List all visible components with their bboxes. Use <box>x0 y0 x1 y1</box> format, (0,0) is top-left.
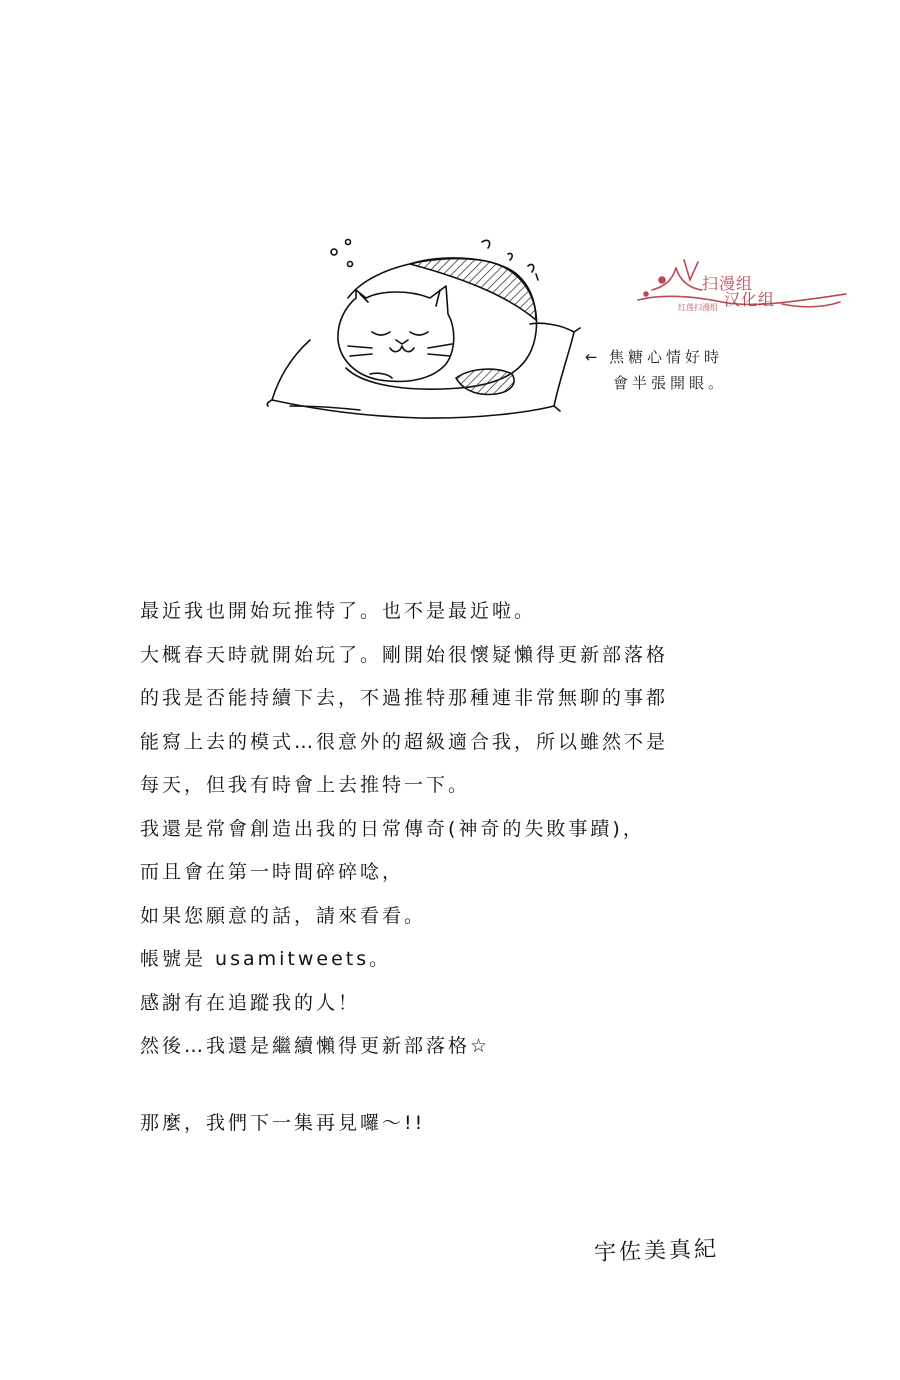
illustration-caption <box>585 344 727 396</box>
sleeping-cat-on-cushion-icon <box>267 240 580 419</box>
letter-line: 而且會在第一時間碎碎唸， <box>140 861 405 883</box>
letter-line: 的我是否能持續下去，不過推特那種連非常無聊的事都 <box>140 687 669 709</box>
letter-line: 能寫上去的模式…很意外的超級適合我，所以雖然不是 <box>140 730 669 753</box>
letter-line: 帳號是 usamitweets。 <box>140 948 392 970</box>
watermark-title-line-1: 扫漫组 <box>702 274 754 293</box>
caption-line-2: 會半張開眼。 <box>613 374 728 392</box>
left-arrow-icon: ← <box>585 348 598 366</box>
letter-line: 然後…我還是繼續懶得更新部落格☆ <box>140 1035 491 1057</box>
afterword-letter <box>140 594 790 1149</box>
watermark-subtitle: 红莲扫漫组 <box>678 303 718 312</box>
author-signature: 宇佐美真紀 <box>593 1236 720 1267</box>
letter-line: 每天，但我有時會上去推特一下。 <box>140 774 471 796</box>
letter-closing: 那麼，我們下一集再見囉～!! <box>140 1111 426 1134</box>
caption-line-1: ← 焦糖心情好時 <box>585 344 727 370</box>
letter-line: 如果您願意的話，請來看看。 <box>140 904 427 927</box>
sleeping-cat-illustration <box>260 228 600 428</box>
letter-line: 我還是常會創造出我的日常傳奇(神奇的失敗事蹟)， <box>140 817 645 840</box>
scanlation-watermark <box>632 250 852 322</box>
letter-line: 最近我也開始玩推特了。也不是最近啦。 <box>140 600 537 622</box>
letter-line: 大概春天時就開始玩了。剛開始很懷疑懶得更新部落格 <box>140 643 669 666</box>
watermark-title-line-2: 汉化组 <box>724 290 776 309</box>
letter-line: 感謝有在追蹤我的人！ <box>140 991 361 1014</box>
